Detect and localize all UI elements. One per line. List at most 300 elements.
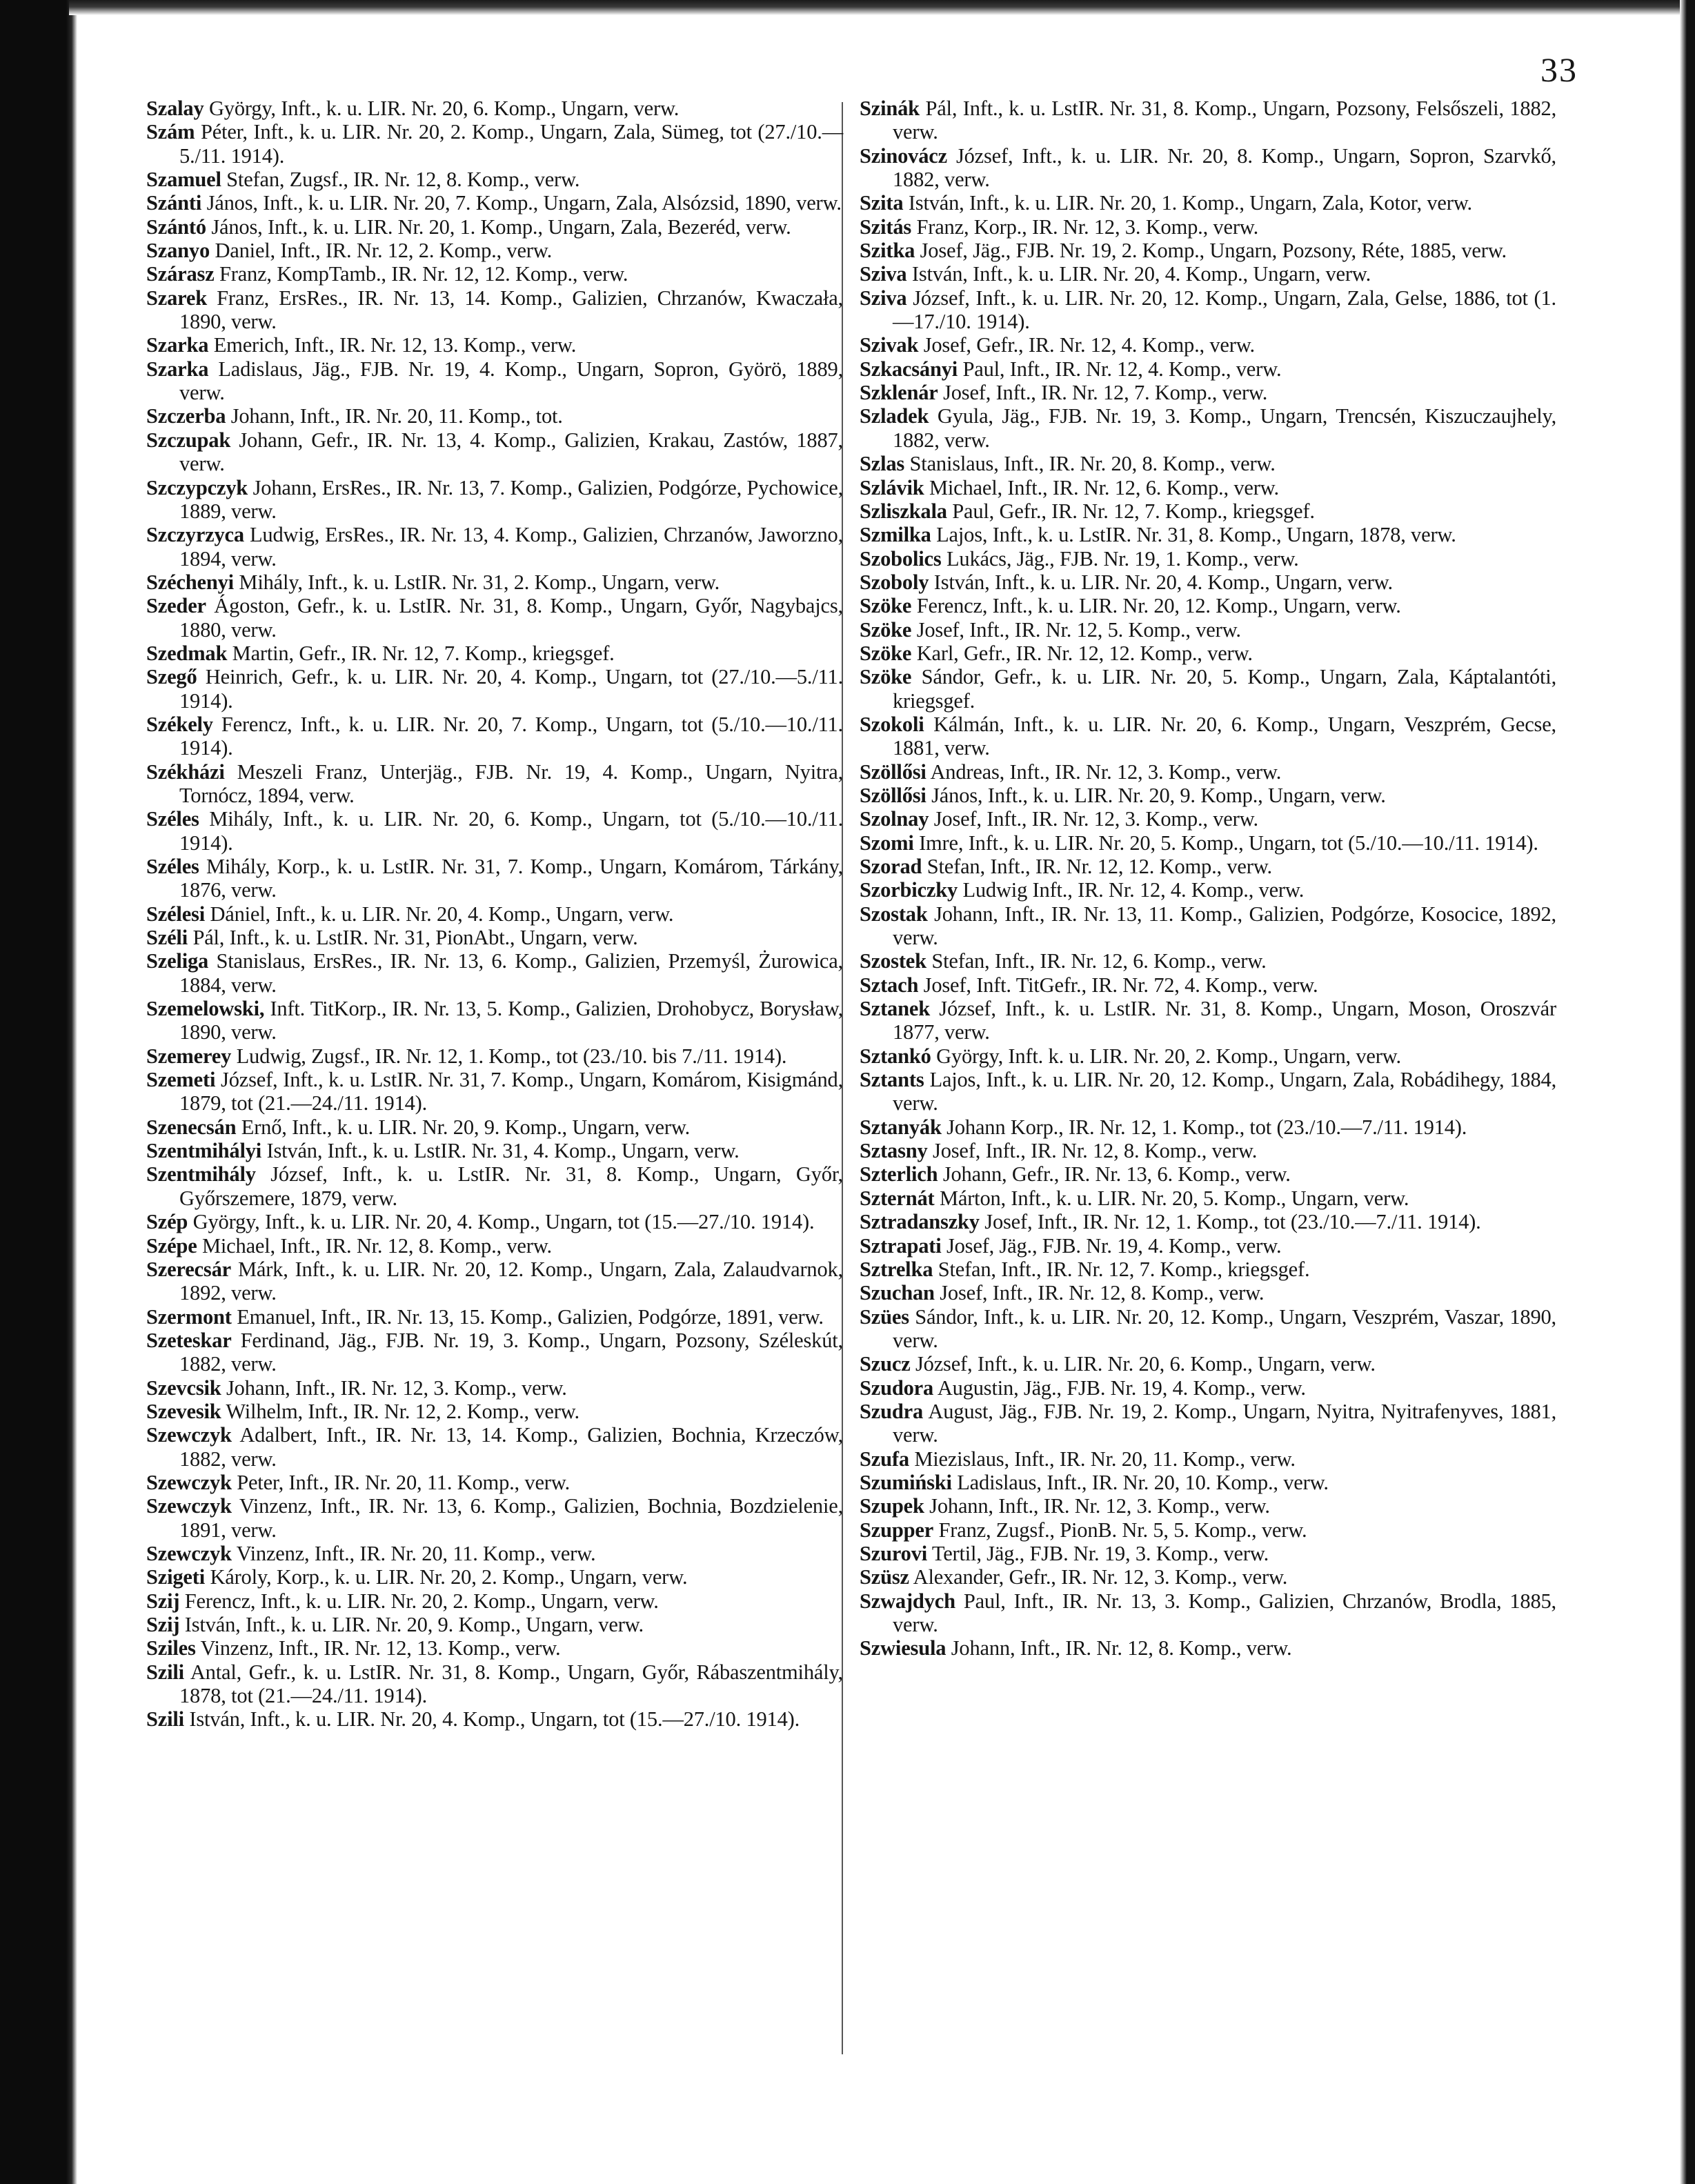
entry-details: Augustin, Jäg., FJB. Nr. 19, 4. Komp., verw.	[937, 1376, 1306, 1400]
entry-details: István, Inft., k. u. LIR. Nr. 20, 4. Komp., Ungarn, tot (15.—27./10. 1914).	[189, 1707, 800, 1731]
casualty-entry	[860, 665, 1556, 713]
entry-surname: Szmilka	[860, 523, 931, 547]
entry-details: Vinzenz, Inft., IR. Nr. 20, 11. Komp., verw.	[236, 1541, 596, 1565]
casualty-entry	[860, 97, 1556, 144]
entry-details: József, Inft., k. u. LIR. Nr. 20, 6. Komp., Ungarn, verw.	[915, 1352, 1376, 1376]
casualty-entry	[146, 1210, 843, 1233]
entry-surname: Sziva	[860, 286, 907, 310]
entry-surname: Szedmak	[146, 641, 228, 665]
casualty-entry	[860, 1258, 1556, 1281]
entry-surname: Szladek	[860, 404, 929, 428]
entry-details: Johann, Gefr., IR. Nr. 13, 4. Komp., Galizien, Krakau, Zastów, 1887, verw.	[179, 428, 843, 476]
entry-details: Mihály, Inft., k. u. LstIR. Nr. 31, 2. Komp., Ungarn, verw.	[239, 570, 720, 594]
entry-surname: Sztants	[860, 1068, 924, 1092]
casualty-entry	[146, 570, 843, 594]
entry-details: Karl, Gefr., IR. Nr. 12, 12. Komp., verw.	[916, 641, 1253, 665]
scan-border-top	[69, 0, 1695, 15]
entry-details: Ludwig, ErsRes., IR. Nr. 13, 4. Komp., Galizien, Chrzanów, Jaworzno, 1894, verw.	[179, 523, 843, 570]
entry-details: Tertil, Jäg., FJB. Nr. 19, 3. Komp., verw.	[931, 1541, 1269, 1565]
entry-surname: Szitka	[860, 239, 915, 263]
entry-surname: Szczyrzyca	[146, 523, 244, 547]
entry-surname: Szupek	[860, 1494, 924, 1518]
casualty-entry	[146, 1423, 843, 1471]
entry-surname: Szeliga	[146, 949, 209, 973]
entry-surname: Szeteskar	[146, 1328, 232, 1352]
entry-surname: Szewczyk	[146, 1470, 232, 1494]
casualty-entry	[860, 1139, 1556, 1162]
casualty-entry	[146, 1258, 843, 1305]
casualty-entry	[146, 168, 843, 191]
entry-details: József, Inft., k. u. LIR. Nr. 20, 8. Komp., Ungarn, Sopron, Szarvkő, 1882, verw.	[893, 143, 1556, 192]
entry-surname: Szucz	[860, 1352, 911, 1376]
entry-surname: Szili	[146, 1707, 184, 1731]
casualty-entry	[146, 1400, 843, 1423]
entry-surname: Szwajdych	[860, 1589, 955, 1613]
casualty-entry	[860, 1494, 1556, 1518]
entry-details: Martin, Gefr., IR. Nr. 12, 7. Komp., kriegsgef.	[232, 641, 615, 665]
casualty-entry	[860, 547, 1556, 570]
casualty-entry	[146, 665, 843, 713]
entry-details: Ferdinand, Jäg., FJB. Nr. 19, 3. Komp., Ungarn, Pozsony, Széleskút, 1882, verw.	[179, 1328, 843, 1376]
entry-details: Wilhelm, Inft., IR. Nr. 12, 2. Komp., verw.	[226, 1399, 579, 1423]
entry-surname: Szermont	[146, 1304, 232, 1329]
entry-surname: Szudora	[860, 1376, 934, 1400]
casualty-entry	[860, 357, 1556, 381]
entry-surname: Szinovácz	[860, 143, 947, 168]
casualty-entry	[146, 262, 843, 286]
entry-details: Josef, Inft., IR. Nr. 12, 1. Komp., tot (23./10.—7./11. 1914).	[984, 1210, 1481, 1234]
entry-details: Márton, Inft., k. u. LIR. Nr. 20, 5. Komp., Ungarn, verw.	[939, 1186, 1409, 1210]
entry-details: Vinzenz, Inft., IR. Nr. 13, 6. Komp., Galizien, Bochnia, Bozdzielenie, 1891, verw.	[179, 1494, 843, 1542]
entry-details: József, Inft., k. u. LIR. Nr. 20, 12. Komp., Ungarn, Zala, Gelse, 1886, tot (1.—17./10. 1914).	[893, 286, 1556, 334]
casualty-entry	[146, 926, 843, 949]
casualty-entry	[860, 855, 1556, 878]
entry-details: Pál, Inft., k. u. LstIR. Nr. 31, 8. Komp., Ungarn, Pozsony, Felsőszeli, 1882, verw.	[893, 97, 1556, 144]
entry-surname: Szomi	[860, 831, 914, 855]
entry-details: János, Inft., k. u. LIR. Nr. 20, 7. Komp., Ungarn, Zala, Alsózsid, 1890, verw.	[206, 191, 842, 215]
casualty-entry	[146, 1044, 843, 1068]
entry-surname: Szostek	[860, 949, 926, 973]
entry-details: August, Jäg., FJB. Nr. 19, 2. Komp., Ungarn, Nyitra, Nyitrafenyves, 1881, verw.	[893, 1399, 1556, 1447]
casualty-entry	[146, 1115, 843, 1139]
casualty-entry	[860, 713, 1556, 760]
entry-surname: Szerecsár	[146, 1257, 231, 1281]
casualty-entry	[860, 570, 1556, 594]
casualty-entry	[860, 523, 1556, 546]
entry-details: Imre, Inft., k. u. LIR. Nr. 20, 5. Komp., Ungarn, tot (5./10.—10./11. 1914).	[919, 831, 1538, 855]
casualty-entry	[860, 1542, 1556, 1565]
entry-surname: Szita	[860, 191, 904, 215]
casualty-entry	[860, 239, 1556, 262]
left-column	[146, 97, 843, 1731]
entry-details: Ernő, Inft., k. u. LIR. Nr. 20, 9. Komp., Ungarn, verw.	[241, 1115, 691, 1139]
casualty-entry	[860, 1210, 1556, 1233]
entry-surname: Szij	[146, 1589, 180, 1613]
casualty-entry	[860, 1400, 1556, 1447]
entry-details: Johann, Inft., IR. Nr. 20, 11. Komp., tot.	[230, 404, 563, 428]
casualty-entry	[860, 1068, 1556, 1115]
entry-surname: Szentmihályi	[146, 1139, 262, 1163]
entry-surname: Szewczyk	[146, 1423, 232, 1447]
entry-details: Franz, ErsRes., IR. Nr. 13, 14. Komp., Galizien, Chrzanów, Kwaczała, 1890, verw.	[179, 286, 843, 334]
casualty-entry	[860, 1115, 1556, 1139]
entry-surname: Szinák	[860, 97, 920, 120]
entry-details: Adalbert, Inft., IR. Nr. 13, 14. Komp., Galizien, Bochnia, Krzeczów, 1882, verw.	[179, 1423, 843, 1471]
entry-surname: Szewczyk	[146, 1541, 232, 1565]
entry-surname: Szolnay	[860, 807, 929, 831]
entry-surname: Szemelowski,	[146, 997, 265, 1021]
entry-surname: Szitás	[860, 215, 912, 239]
entry-details: Johann, ErsRes., IR. Nr. 13, 7. Komp., Galizien, Podgórze, Pychowice, 1889, verw.	[179, 475, 843, 523]
casualty-entry	[146, 594, 843, 642]
entry-details: Lukács, Jäg., FJB. Nr. 19, 1. Komp., verw.	[946, 546, 1299, 570]
casualty-entry	[146, 807, 843, 855]
casualty-entry	[860, 902, 1556, 950]
entry-surname: Szufa	[860, 1447, 909, 1471]
entry-details: Josef, Gefr., IR. Nr. 12, 4. Komp., verw.	[923, 333, 1255, 357]
entry-surname: Szöllősi	[860, 783, 926, 807]
casualty-entry	[146, 215, 843, 239]
entry-details: István, Inft., k. u. LstIR. Nr. 31, 4. Komp., Ungarn, verw.	[266, 1139, 740, 1163]
entry-details: Inft. TitKorp., IR. Nr. 13, 5. Komp., Galizien, Drohobycz, Borysław, 1890, verw.	[179, 997, 843, 1044]
entry-surname: Szczupak	[146, 428, 231, 452]
entry-details: Stefan, Inft., IR. Nr. 12, 12. Komp., verw.	[926, 855, 1272, 878]
entry-details: Ladislaus, Inft., IR. Nr. 20, 10. Komp., verw.	[957, 1470, 1329, 1494]
casualty-entry	[860, 404, 1556, 452]
entry-details: Stefan, Inft., IR. Nr. 12, 7. Komp., kriegsgef.	[938, 1257, 1310, 1281]
entry-details: Sándor, Inft., k. u. LIR. Nr. 20, 12. Komp., Ungarn, Veszprém, Vaszar, 1890, verw.	[893, 1304, 1556, 1352]
entry-surname: Szudra	[860, 1399, 924, 1423]
casualty-entry	[860, 618, 1556, 642]
entry-surname: Szántó	[146, 215, 206, 239]
entry-details: Pál, Inft., k. u. LstIR. Nr. 31, PionAbt., Ungarn, verw.	[192, 926, 638, 950]
entry-details: Franz, Zugsf., PionB. Nr. 5, 5. Komp., verw.	[938, 1518, 1307, 1542]
entry-details: Lajos, Inft., k. u. LIR. Nr. 20, 12. Komp., Ungarn, Zala, Robádihegy, 1884, verw.	[893, 1068, 1556, 1115]
casualty-entry	[860, 1352, 1556, 1376]
entry-details: Stanislaus, Inft., IR. Nr. 20, 8. Komp., verw.	[909, 452, 1276, 476]
entry-surname: Sztrapati	[860, 1233, 942, 1258]
casualty-entry	[146, 404, 843, 428]
casualty-entry	[146, 239, 843, 262]
casualty-entry	[146, 523, 843, 570]
entry-details: Johann, Inft., IR. Nr. 12, 8. Komp., verw.	[951, 1636, 1292, 1660]
entry-surname: Szentmihály	[146, 1162, 256, 1187]
casualty-entry	[146, 1471, 843, 1494]
entry-surname: Szczypczyk	[146, 475, 248, 499]
casualty-entry	[146, 1565, 843, 1589]
casualty-entry	[860, 973, 1556, 997]
casualty-entry	[860, 1636, 1556, 1660]
entry-details: Josef, Inft. TitGefr., IR. Nr. 72, 4. Komp., verw.	[923, 973, 1318, 997]
entry-surname: Szivak	[860, 333, 919, 357]
casualty-entry	[860, 1565, 1556, 1589]
entry-surname: Szczerba	[146, 404, 226, 428]
entry-surname: Sztrelka	[860, 1257, 933, 1281]
casualty-entry	[860, 1044, 1556, 1068]
entry-surname: Szarek	[146, 286, 208, 310]
casualty-entry	[860, 191, 1556, 215]
entry-details: Alexander, Gefr., IR. Nr. 12, 3. Komp., verw.	[913, 1565, 1288, 1589]
casualty-entry	[146, 997, 843, 1044]
entry-surname: Szöke	[860, 594, 912, 618]
casualty-entry	[146, 760, 843, 808]
entry-details: Ladislaus, Jäg., FJB. Nr. 19, 4. Komp., Ungarn, Sopron, Györö, 1889, verw.	[179, 357, 843, 405]
casualty-entry	[860, 499, 1556, 523]
entry-details: Ferencz, Inft., k. u. LIR. Nr. 20, 7. Komp., Ungarn, tot (5./10.—10./11. 1914).	[179, 712, 843, 760]
entry-surname: Szternát	[860, 1186, 935, 1210]
casualty-entry	[860, 286, 1556, 334]
casualty-entry	[860, 878, 1556, 902]
casualty-entry	[860, 784, 1556, 807]
entry-surname: Szokoli	[860, 712, 924, 736]
entry-details: Josef, Inft., IR. Nr. 12, 3. Komp., verw.	[933, 807, 1258, 831]
entry-details: Paul, Gefr., IR. Nr. 12, 7. Komp., kriegsgef.	[952, 499, 1315, 523]
entry-details: Sándor, Gefr., k. u. LIR. Nr. 20, 5. Komp., Ungarn, Zala, Káptalantóti, kriegsgef.	[893, 665, 1556, 713]
casualty-entry	[146, 120, 843, 168]
entry-surname: Sziva	[860, 262, 907, 286]
page-number: 33	[1540, 50, 1578, 89]
entry-surname: Szöke	[860, 641, 912, 665]
casualty-entry	[860, 1589, 1556, 1637]
entry-surname: Szöke	[860, 617, 912, 642]
casualty-entry	[146, 1162, 843, 1210]
casualty-entry	[860, 997, 1556, 1044]
entry-details: Stefan, Inft., IR. Nr. 12, 6. Komp., verw.	[931, 949, 1267, 973]
casualty-entry	[146, 1613, 843, 1636]
entry-surname: Szanyo	[146, 239, 210, 263]
entry-surname: Szarka	[146, 333, 209, 357]
right-column	[860, 97, 1556, 1660]
casualty-entry	[860, 1162, 1556, 1186]
entry-details: György, Inft., k. u. LIR. Nr. 20, 6. Komp., Ungarn, verw.	[208, 97, 680, 120]
entry-details: Heinrich, Gefr., k. u. LIR. Nr. 20, 4. Komp., Ungarn, tot (27./10.—5./11. 1914).	[179, 665, 843, 713]
entry-details: Vinzenz, Inft., IR. Nr. 12, 13. Komp., verw.	[200, 1636, 561, 1660]
entry-surname: Szumiński	[860, 1470, 952, 1494]
casualty-entry	[860, 381, 1556, 404]
casualty-entry	[860, 594, 1556, 617]
entry-details: Márk, Inft., k. u. LIR. Nr. 20, 12. Komp., Ungarn, Zala, Zalaudvarnok, 1892, verw.	[179, 1257, 843, 1305]
casualty-entry	[146, 191, 843, 215]
casualty-entry	[860, 215, 1556, 239]
entry-details: Dániel, Inft., k. u. LIR. Nr. 20, 4. Komp., Ungarn, verw.	[210, 902, 674, 926]
entry-details: István, Inft., k. u. LIR. Nr. 20, 4. Komp., Ungarn, verw.	[933, 570, 1393, 594]
entry-details: Johann, Inft., IR. Nr. 12, 3. Komp., verw.	[929, 1494, 1270, 1518]
entry-details: Josef, Inft., IR. Nr. 12, 5. Komp., verw.	[916, 617, 1241, 642]
entry-surname: Szarka	[146, 357, 209, 381]
entry-details: Peter, Inft., IR. Nr. 20, 11. Komp., verw.	[237, 1470, 571, 1494]
casualty-entry	[146, 949, 843, 997]
casualty-entry	[860, 1305, 1556, 1353]
entry-details: Károly, Korp., k. u. LIR. Nr. 20, 2. Komp., Ungarn, verw.	[210, 1565, 688, 1589]
entry-surname: Szuchan	[860, 1281, 935, 1305]
casualty-entry	[146, 1636, 843, 1660]
entry-details: Lajos, Inft., k. u. LstIR. Nr. 31, 8. Komp., Ungarn, 1878, verw.	[936, 523, 1456, 547]
casualty-entry	[860, 333, 1556, 357]
entry-details: Michael, Inft., IR. Nr. 12, 6. Komp., verw.	[929, 475, 1279, 499]
entry-details: József, Inft., k. u. LstIR. Nr. 31, 8. Komp., Ungarn, Moson, Oroszvár 1877, verw.	[893, 997, 1556, 1044]
casualty-entry	[146, 1660, 843, 1708]
entry-surname: Szemeti	[146, 1068, 216, 1092]
casualty-entry	[146, 476, 843, 524]
entry-details: Andreas, Inft., IR. Nr. 12, 3. Komp., verw.	[930, 760, 1282, 784]
entry-surname: Szevesik	[146, 1399, 221, 1423]
scan-border-left	[0, 0, 77, 2184]
casualty-entry	[146, 902, 843, 926]
entry-surname: Szépe	[146, 1233, 197, 1258]
casualty-entry	[860, 949, 1556, 973]
entry-details: Meszeli Franz, Unterjäg., FJB. Nr. 19, 4. Komp., Ungarn, Nyitra, Tornócz, 1894, verw.	[179, 760, 843, 807]
entry-surname: Sziles	[146, 1636, 196, 1660]
entry-details: Emanuel, Inft., IR. Nr. 13, 15. Komp., Galizien, Podgórze, 1891, verw.	[237, 1304, 824, 1329]
entry-surname: Szemerey	[146, 1044, 232, 1068]
entry-details: Michael, Inft., IR. Nr. 12, 8. Komp., verw.	[201, 1233, 552, 1258]
casualty-entry	[860, 262, 1556, 286]
entry-details: Péter, Inft., k. u. LIR. Nr. 20, 2. Komp., Ungarn, Zala, Sümeg, tot (27./10.—5./11. 1914).	[179, 120, 843, 168]
entry-details: Emerich, Inft., IR. Nr. 12, 13. Komp., verw.	[213, 333, 577, 357]
entry-details: Antal, Gefr., k. u. LstIR. Nr. 31, 8. Komp., Ungarn, Győr, Rábaszentmihály, 1878, tot (21.—24./11. 1914).	[179, 1660, 843, 1708]
entry-surname: Sztankó	[860, 1044, 931, 1068]
entry-surname: Szurovi	[860, 1541, 928, 1565]
entry-surname: Szenecsán	[146, 1115, 237, 1139]
entry-surname: Szép	[146, 1210, 188, 1234]
entry-details: Johann, Inft., IR. Nr. 12, 3. Komp., verw.	[226, 1376, 567, 1400]
entry-details: Franz, KompTamb., IR. Nr. 12, 12. Komp., verw.	[219, 262, 628, 286]
casualty-entry	[146, 333, 843, 357]
entry-surname: Szamuel	[146, 168, 221, 192]
casualty-entry	[146, 642, 843, 665]
entry-details: Johann Korp., IR. Nr. 12, 1. Komp., tot (23./10.—7./11. 1914).	[946, 1115, 1467, 1139]
casualty-entry	[860, 760, 1556, 784]
entry-details: Josef, Jäg., FJB. Nr. 19, 2. Komp., Ungarn, Pozsony, Réte, 1885, verw.	[920, 239, 1507, 263]
entry-surname: Szterlich	[860, 1162, 938, 1187]
entry-details: Mihály, Korp., k. u. LstIR. Nr. 31, 7. Komp., Ungarn, Komárom, Tárkány, 1876, verw.	[179, 855, 843, 902]
casualty-entry	[860, 642, 1556, 665]
entry-surname: Szám	[146, 120, 195, 144]
casualty-entry	[146, 1139, 843, 1162]
casualty-entry	[146, 286, 843, 334]
entry-surname: Sztanek	[860, 997, 930, 1021]
entry-details: József, Inft., k. u. LstIR. Nr. 31, 8. Komp., Ungarn, Győr, Győrszemere, 1879, verw.	[179, 1162, 843, 1210]
casualty-entry	[146, 1329, 843, 1376]
entry-surname: Szöllősi	[860, 760, 926, 784]
entry-details: János, Inft., k. u. LIR. Nr. 20, 1. Komp., Ungarn, Zala, Bezeréd, verw.	[211, 215, 791, 239]
casualty-entry	[860, 1471, 1556, 1494]
entry-details: Franz, Korp., IR. Nr. 12, 3. Komp., verw.	[916, 215, 1259, 239]
entry-details: János, Inft., k. u. LIR. Nr. 20, 9. Komp., Ungarn, verw.	[931, 783, 1386, 807]
entry-details: Kálmán, Inft., k. u. LIR. Nr. 20, 6. Komp., Ungarn, Veszprém, Gecse, 1881, verw.	[893, 712, 1556, 760]
entry-details: Paul, Inft., IR. Nr. 12, 4. Komp., verw.	[962, 357, 1282, 381]
entry-surname: Sztach	[860, 973, 919, 997]
entry-surname: Szili	[146, 1660, 184, 1684]
entry-surname: Szlas	[860, 452, 905, 476]
entry-surname: Szorbiczky	[860, 878, 958, 902]
entry-surname: Szwiesula	[860, 1636, 946, 1660]
entry-surname: Székházi	[146, 760, 225, 784]
entry-surname: Szöke	[860, 665, 912, 689]
entry-details: István, Inft., k. u. LIR. Nr. 20, 1. Komp., Ungarn, Zala, Kotor, verw.	[908, 191, 1472, 215]
entry-surname: Széchenyi	[146, 570, 234, 594]
casualty-entry	[860, 476, 1556, 499]
entry-surname: Széles	[146, 807, 199, 831]
entry-details: Ágoston, Gefr., k. u. LstIR. Nr. 31, 8. Komp., Ungarn, Győr, Nagybajcs, 1880, verw.	[179, 594, 843, 642]
entry-surname: Szárasz	[146, 262, 215, 286]
entry-surname: Szüsz	[860, 1565, 909, 1589]
entry-surname: Széli	[146, 926, 188, 950]
entry-surname: Szkacsányi	[860, 357, 958, 381]
casualty-entry	[146, 1234, 843, 1258]
entry-surname: Szobolics	[860, 546, 942, 570]
entry-details: Josef, Inft., IR. Nr. 12, 8. Komp., verw.	[933, 1139, 1258, 1163]
entry-details: Miezislaus, Inft., IR. Nr. 20, 11. Komp., verw.	[914, 1447, 1296, 1471]
entry-surname: Sztradanszky	[860, 1210, 980, 1234]
entry-details: Stefan, Zugsf., IR. Nr. 12, 8. Komp., verw.	[226, 168, 580, 192]
entry-surname: Szlávik	[860, 475, 924, 499]
entry-details: István, Inft., k. u. LIR. Nr. 20, 4. Komp., Ungarn, verw.	[911, 262, 1371, 286]
casualty-entry	[860, 1281, 1556, 1304]
entry-surname: Szeder	[146, 594, 206, 618]
entry-surname: Szigeti	[146, 1565, 205, 1589]
entry-details: Josef, Inft., IR. Nr. 12, 7. Komp., verw.	[943, 381, 1268, 405]
casualty-entry	[860, 1376, 1556, 1400]
entry-surname: Szoboly	[860, 570, 929, 594]
entry-details: Johann, Inft., IR. Nr. 13, 11. Komp., Galizien, Podgórze, Kosocice, 1892, verw.	[893, 902, 1556, 950]
entry-details: Stanislaus, ErsRes., IR. Nr. 13, 6. Komp., Galizien, Przemyśl, Żurowica, 1884, verw.	[179, 949, 843, 997]
entry-surname: Szewczyk	[146, 1494, 232, 1518]
casualty-entry	[146, 97, 843, 120]
casualty-entry	[860, 1187, 1556, 1210]
entry-surname: Sztanyák	[860, 1115, 942, 1139]
entry-details: Paul, Inft., IR. Nr. 13, 3. Komp., Galizien, Chrzanów, Brodla, 1885, verw.	[893, 1589, 1556, 1636]
casualty-entry	[146, 1305, 843, 1329]
casualty-entry	[860, 144, 1556, 192]
entry-surname: Szupper	[860, 1518, 934, 1542]
entry-details: József, Inft., k. u. LstIR. Nr. 31, 7. Komp., Ungarn, Komárom, Kisigmánd, 1879, tot (21.—24./11. 1914).	[179, 1068, 843, 1115]
entry-surname: Szklenár	[860, 381, 938, 405]
scan-border-right	[1680, 0, 1695, 2184]
casualty-entry	[860, 1518, 1556, 1542]
casualty-entry	[146, 1068, 843, 1115]
entry-details: Ferencz, Inft., k. u. LIR. Nr. 20, 2. Komp., Ungarn, verw.	[184, 1589, 659, 1613]
entry-surname: Szij	[146, 1613, 180, 1636]
casualty-entry	[146, 713, 843, 760]
entry-surname: Szostak	[860, 902, 928, 926]
entry-details: Gyula, Jäg., FJB. Nr. 19, 3. Komp., Ungarn, Trencsén, Kiszuczaujhely, 1882, verw.	[893, 404, 1556, 452]
entry-details: Ludwig Inft., IR. Nr. 12, 4. Komp., verw.	[962, 878, 1305, 902]
entry-surname: Sztasny	[860, 1139, 928, 1163]
entry-details: Ludwig, Zugsf., IR. Nr. 12, 1. Komp., tot (23./10. bis 7./11. 1914).	[236, 1044, 787, 1068]
entry-surname: Székely	[146, 712, 213, 736]
casualty-entry	[146, 1542, 843, 1565]
entry-surname: Szélesi	[146, 902, 205, 926]
entry-details: Josef, Inft., IR. Nr. 12, 8. Komp., verw.	[940, 1281, 1265, 1305]
entry-details: Daniel, Inft., IR. Nr. 12, 2. Komp., verw.	[215, 239, 553, 263]
entry-details: Mihály, Inft., k. u. LIR. Nr. 20, 6. Komp., Ungarn, tot (5./10.—10./11. 1914).	[179, 807, 843, 855]
casualty-entry	[146, 357, 843, 405]
entry-surname: Szánti	[146, 191, 202, 215]
entry-surname: Széles	[146, 855, 199, 878]
casualty-entry	[146, 1494, 843, 1542]
entry-details: Ferencz, Inft., k. u. LIR. Nr. 20, 12. Komp., Ungarn, verw.	[916, 594, 1401, 618]
casualty-entry	[146, 1707, 843, 1731]
entry-details: Josef, Jäg., FJB. Nr. 19, 4. Komp., verw.	[946, 1233, 1282, 1258]
casualty-entry	[860, 831, 1556, 855]
entry-surname: Szües	[860, 1304, 909, 1329]
casualty-entry	[146, 1376, 843, 1400]
casualty-entry	[860, 1234, 1556, 1258]
entry-surname: Szliszkala	[860, 499, 947, 523]
entry-details: István, Inft., k. u. LIR. Nr. 20, 9. Komp., Ungarn, verw.	[184, 1613, 644, 1636]
casualty-entry	[860, 807, 1556, 831]
